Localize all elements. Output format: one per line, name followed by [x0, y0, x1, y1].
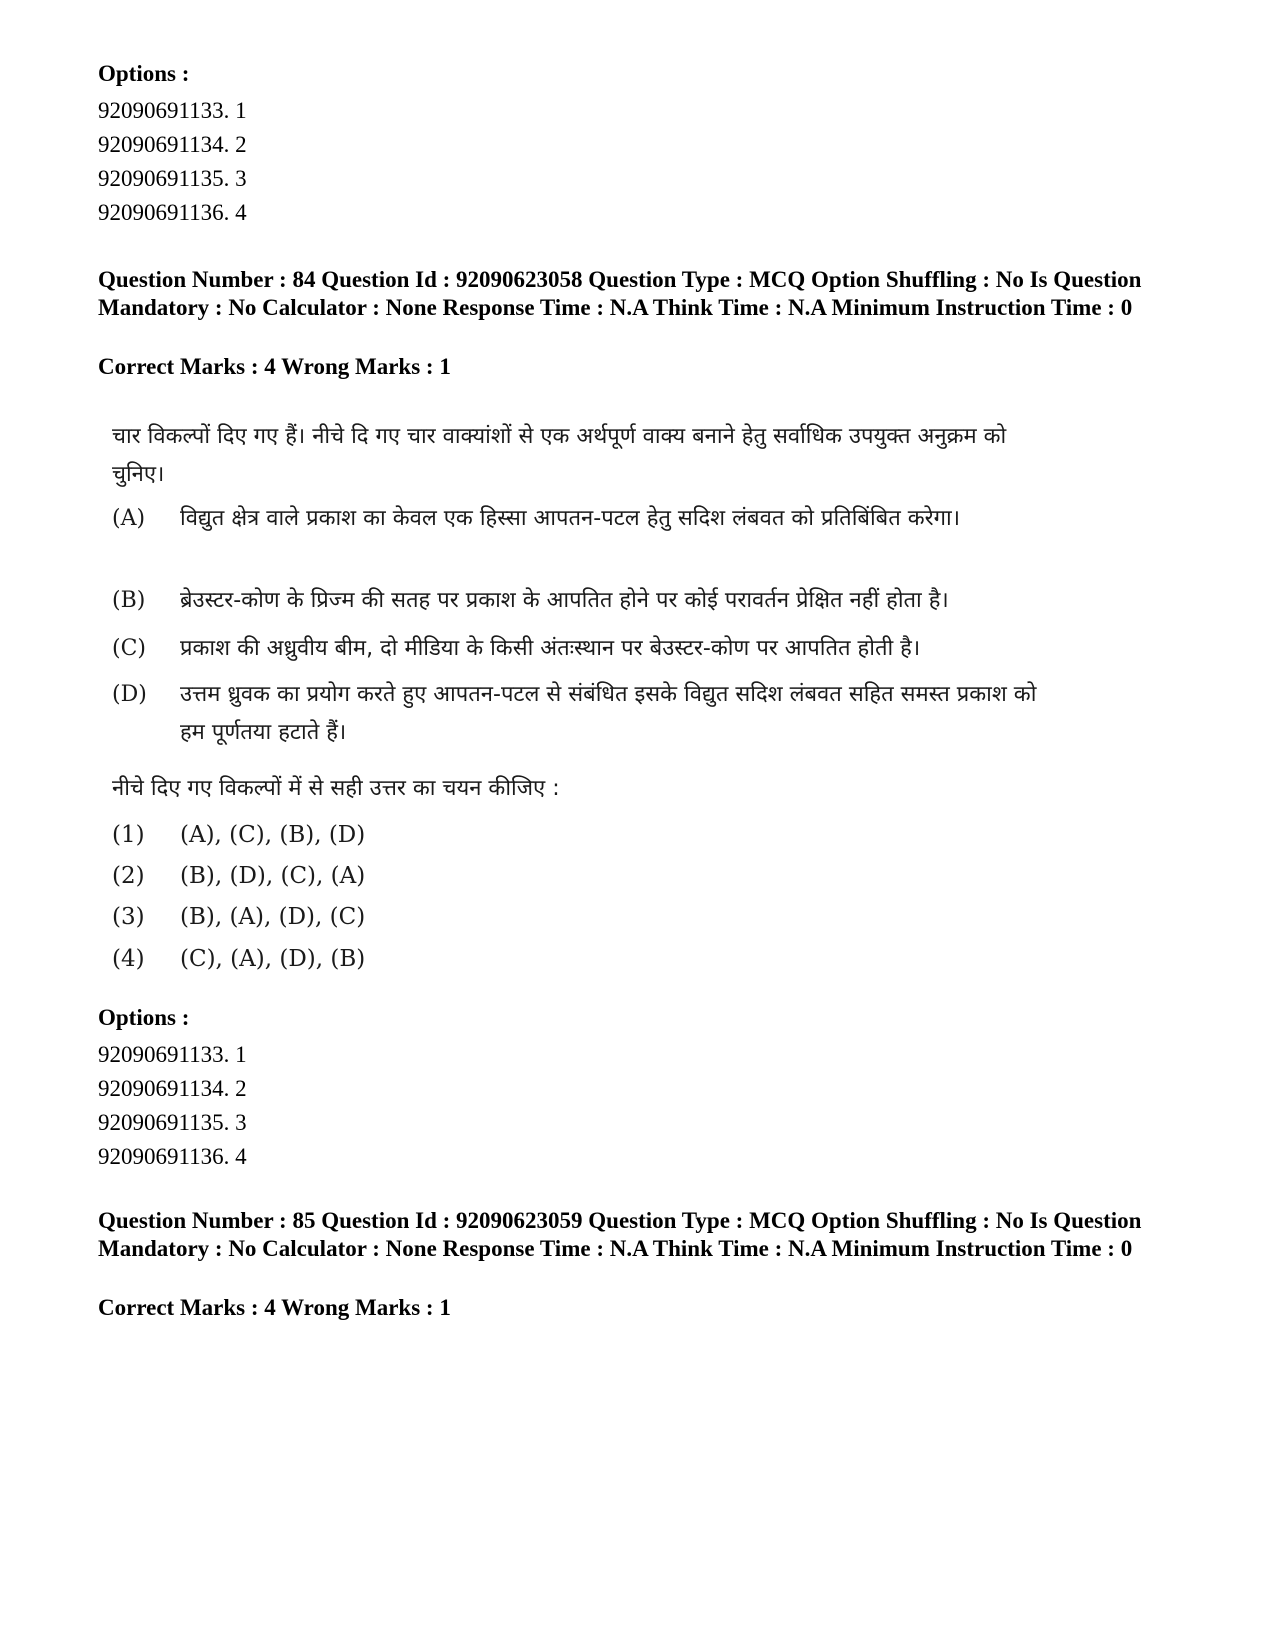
statement-text: ब्रेउस्टर-कोण के प्रिज्म की सतह पर प्रकाश के आपतित होने पर कोई परावर्तन प्रेक्षित नहीं होता है।	[180, 588, 949, 613]
statement-label: (D)	[112, 682, 147, 707]
statement-label: (A)	[112, 506, 146, 531]
choice-number: (2)	[112, 863, 145, 889]
choice-number: (4)	[112, 946, 145, 972]
question-84-marks: Correct Marks : 4 Wrong Marks : 1	[98, 354, 451, 379]
choice-text: (B), (A), (D), (C)	[180, 904, 366, 930]
question-intro: चार विकल्पों दिए गए हैं। नीचे दि गए चार वाक्यांशों से एक अर्थपूर्ण वाक्य बनाने हेतु सर्वाधिक उपयुक्त अनुक्रम को चुनिए।	[112, 424, 1007, 487]
choice-text: (A), (C), (B), (D)	[180, 822, 366, 848]
option-line: 92090691135. 3	[98, 166, 247, 191]
statement-label: (C)	[112, 636, 146, 661]
statement-text: उत्तम ध्रुवक का प्रयोग करते हुए आपतन-पटल से संबंधित इसके विद्युत सदिश लंबवत सहित समस्त प्रकाश को हम पूर्णतया हटाते हैं।	[180, 682, 1037, 745]
statement-label: (B)	[112, 588, 146, 613]
question-84-meta: Question Number : 84 Question Id : 92090623058 Question Type : MCQ Option Shuffling : No Is Question Mandatory : No Calculator : None Response Time : N.A Think Time : N.A Minimum Instruction Time : 0	[98, 267, 1142, 320]
choice-number: (3)	[112, 904, 145, 930]
statement-text: प्रकाश की अध्रुवीय बीम, दो मीडिया के किसी अंतःस्थान पर बेउस्टर-कोण पर आपतित होती है।	[180, 636, 921, 661]
choice-number: (1)	[112, 822, 145, 848]
option-line: 92090691133. 1	[98, 1042, 247, 1067]
options-heading: Options :	[98, 61, 190, 86]
question-prompt: नीचे दिए गए विकल्पों में से सही उत्तर का चयन कीजिए :	[112, 776, 560, 801]
option-line: 92090691135. 3	[98, 1110, 247, 1135]
question-84-options-block	[98, 1004, 247, 1174]
question-85-meta: Question Number : 85 Question Id : 92090623059 Question Type : MCQ Option Shuffling : No Is Question Mandatory : No Calculator : None Response Time : N.A Think Time : N.A Minimum Instruction Time : 0	[98, 1208, 1142, 1261]
option-line: 92090691136. 4	[98, 1144, 247, 1169]
option-line: 92090691133. 1	[98, 98, 247, 123]
choice-text: (C), (A), (D), (B)	[180, 946, 366, 972]
option-line: 92090691136. 4	[98, 200, 247, 225]
question-84-image	[108, 418, 1058, 1018]
option-line: 92090691134. 2	[98, 1076, 247, 1101]
statement-text: विद्युत क्षेत्र वाले प्रकाश का केवल एक हिस्सा आपतन-पटल हेतु सदिश लंबवत को प्रतिबिंबित करेगा।	[180, 506, 961, 531]
option-line: 92090691134. 2	[98, 132, 247, 157]
top-options-block	[98, 60, 247, 230]
question-85-marks: Correct Marks : 4 Wrong Marks : 1	[98, 1295, 451, 1320]
options-heading: Options :	[98, 1005, 190, 1030]
choice-text: (B), (D), (C), (A)	[180, 863, 366, 889]
